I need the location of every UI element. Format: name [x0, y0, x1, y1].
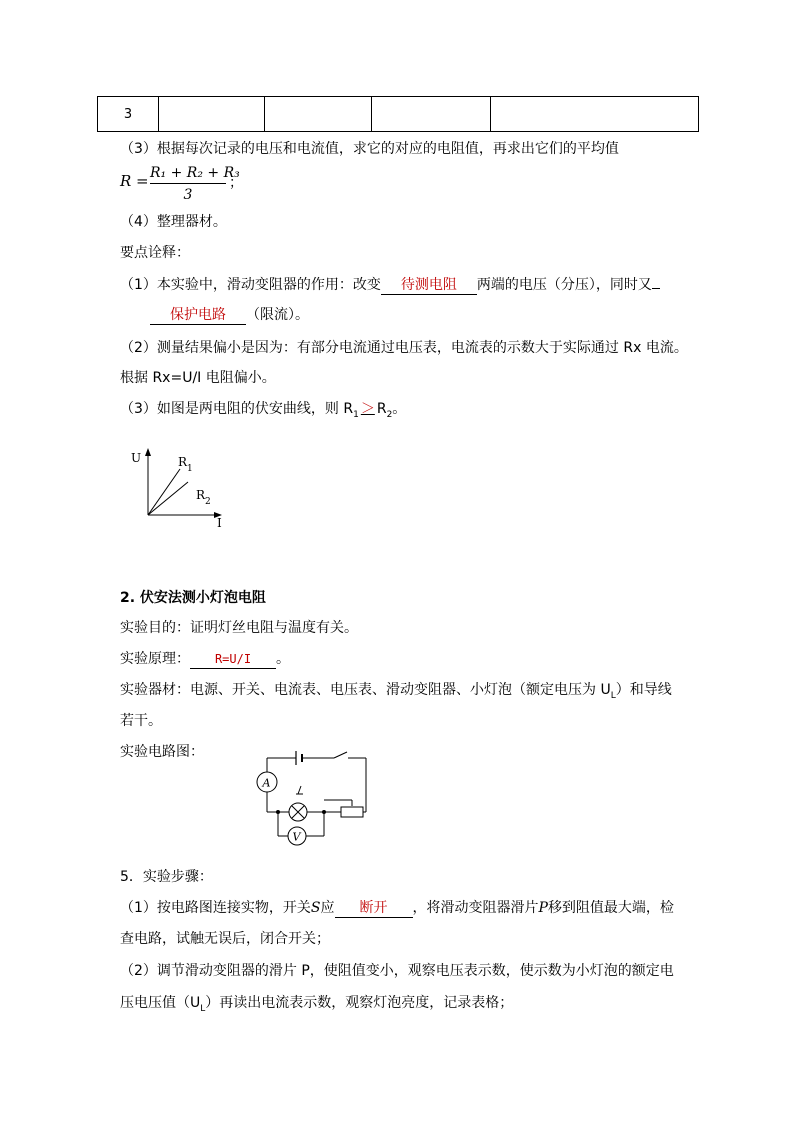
note3-sub1: 1	[353, 409, 359, 420]
note3-line	[120, 399, 406, 425]
principle-label: 实验原理：	[120, 651, 190, 667]
equipment-text: 实验器材：电源、开关、电流表、电压表、滑动变阻器、小灯泡（额定电压为 U	[120, 682, 611, 698]
step1-mid: ，将滑动变阻器滑片	[412, 900, 539, 916]
rheostat-body	[341, 807, 363, 817]
principle-end: 。	[276, 651, 290, 667]
circuit-diagram	[248, 748, 372, 850]
note3-prefix: （3）如图是两电阻的伏安曲线，则 R	[120, 401, 354, 417]
voltmeter-label: V	[292, 830, 301, 844]
junction-dot-left	[276, 810, 280, 814]
y-axis-arrow	[145, 448, 151, 456]
step2-line2	[120, 993, 513, 1019]
note1-prefix: （1）本实验中，滑动变阻器的作用：改变	[120, 277, 381, 293]
formula-numerator: R₁ + R₂ + R₃	[150, 163, 226, 184]
table-cell	[491, 97, 699, 132]
note1-answer-blank1: 待测电阻	[381, 276, 477, 295]
table-cell	[265, 97, 372, 132]
table-cell	[159, 97, 265, 132]
y-axis-label: U	[131, 451, 142, 465]
section2-equipment-line1	[120, 680, 672, 706]
r1-sub: 1	[187, 464, 193, 474]
equipment-end: ）和导线	[615, 682, 672, 698]
section2-principle	[120, 649, 290, 669]
note3-sub2: 2	[386, 409, 393, 420]
section2-purpose: 实验目的：证明灯丝电阻与温度有关。	[120, 620, 358, 636]
step1-line1	[120, 898, 674, 918]
step4-text: （4）整理器材。	[120, 214, 227, 230]
principle-answer: R=U/I	[190, 650, 276, 669]
table-row	[98, 97, 699, 132]
step1-ying: 应	[320, 900, 335, 916]
step2-line1: （2）调节滑动变阻器的滑片 P，使阻值变小，观察电压表示数，使示数为小灯泡的额定电	[120, 963, 674, 979]
step2-line2b: ）再读出电流表示数，观察灯泡亮度，记录表格；	[205, 995, 514, 1011]
lamp-indicator	[298, 786, 301, 794]
step1-var-p: P	[538, 900, 548, 916]
data-table	[97, 96, 699, 132]
r1-label: R	[178, 455, 188, 469]
r2-sub: 2	[205, 497, 211, 507]
x-axis-label: I	[217, 516, 222, 530]
formula-denominator: 3	[183, 187, 193, 203]
note2-line1: （2）测量结果偏小是因为：有部分电流通过电压表，电流表的示数大于实际通过 Rx 电流。	[120, 340, 688, 356]
step1-suffix: 移到阻值最大端，检	[547, 900, 674, 916]
formula-end: ；	[229, 175, 243, 191]
step1-line2: 查电路，试触无误后，闭合开关；	[120, 931, 330, 947]
note3-answer: ＞	[360, 401, 375, 417]
section2-equipment-line2: 若干。	[120, 713, 162, 729]
note3-suffix: 。	[392, 401, 407, 417]
equipment-sub: L	[610, 690, 616, 701]
note1-mid: 两端的电压（分压），同时又	[476, 277, 652, 293]
step2-sub: L	[200, 1003, 206, 1014]
note1-suffix: （限流）。	[246, 307, 309, 323]
note1-line1	[120, 275, 660, 295]
note1-answer-blank2: 保护电路	[150, 306, 246, 325]
junction-dot-right	[322, 810, 326, 814]
note3-r2: R	[376, 401, 387, 417]
step1-prefix: （1）按电路图连接实物，开关	[120, 900, 311, 916]
steps-title: 5．实验步骤：	[120, 869, 213, 885]
step2-line2a: 压电压值（U	[120, 995, 201, 1011]
step1-answer: 断开	[335, 899, 413, 918]
ammeter-label: A	[262, 776, 271, 790]
notes-title: 要点诠释：	[120, 245, 190, 261]
table-cell-row-label: 3	[98, 97, 159, 132]
formula-lhs: R =	[120, 172, 149, 190]
note1-line2	[150, 305, 309, 325]
ui-graph	[125, 445, 235, 535]
step3-text: （3）根据每次记录的电压和电流值，求它的对应的电阻值，再求出它们的平均值	[120, 141, 619, 157]
step1-var-s: S	[310, 900, 321, 916]
section2-title: 2. 伏安法测小灯泡电阻	[120, 590, 266, 606]
note1-trailing-blank	[652, 288, 660, 289]
switch-blade	[334, 752, 347, 758]
circuit-label: 实验电路图：	[120, 744, 204, 760]
note2-line2: 根据 Rx=U/I 电阻偏小。	[120, 370, 276, 386]
table-cell	[372, 97, 491, 132]
r2-label: R	[196, 488, 206, 502]
